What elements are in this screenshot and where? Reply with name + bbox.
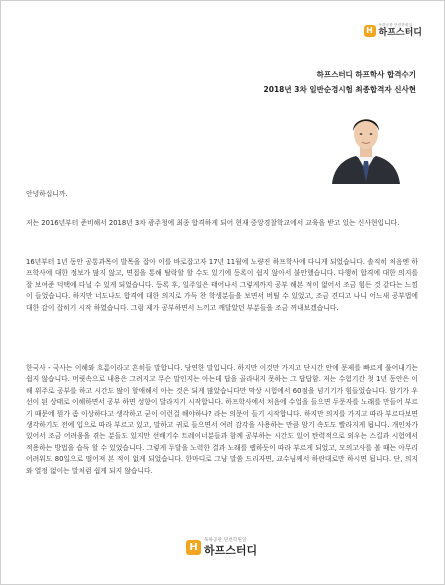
document-heading bbox=[264, 67, 416, 97]
brand-mark-icon: H bbox=[364, 25, 376, 37]
person-portrait-icon bbox=[320, 107, 413, 184]
paragraph-background: 16년부터 1년 동안 공통과목이 발목을 잡아 이를 바로잡고자 17년 11월에 노량진 하프학사에 다니게 되었습니다. 솔직히 처음엔 하프학사에 대한 정보가 많지 않고, 면접을 통해 탈락할 할 수도 있기에 등록이 쉽지 않아서 불안했습니다. 다행히 합격에 대한 의지를 잘 보여준 덕택에 다닐 수 있게 되었습니다. 등록 후, 일주일은 태어나서 그렇게까지 공부 해본 적이 없어서 조금 힘든 것 같다는 느낌이 들었습니다. 하지만 너도나도 합격에 대한 의지로 가득 찬 학생분들을 보면서 버틸 수 있었고, 조금 견디고 나니 어느새 공부법에 대한 감이 잡히기 시작 하였습니다. 그럼 제가 공부하면서 느끼고 깨달았던 부분들을 조금 꺼내보겠습니다. bbox=[26, 258, 418, 312]
paragraph-intro: 저는 2016년부터 준비해서 2018년 3차 광주청에 최종 합격하게 되어 현재 중앙경찰학교에서 교육을 받고 있는 신사현입니다. bbox=[26, 219, 400, 227]
brand-text bbox=[379, 24, 422, 38]
brand-logo-top[interactable] bbox=[364, 24, 422, 38]
brand-tagline: 독하공관 단련학원일 bbox=[204, 538, 247, 543]
greeting-text: 안녕하십니까. bbox=[26, 190, 68, 198]
brand-mark-icon: H bbox=[186, 540, 201, 555]
brand-name: 하프스터디 bbox=[378, 27, 422, 38]
heading-subtitle: 2018년 3차 일반순경시험 최종합격자 신사현 bbox=[263, 85, 416, 94]
brand-name: 하프스터디 bbox=[204, 543, 258, 557]
paragraph-korean-history: 한국사 - 국사는 이해와 흐름이라고 흔히들 말합니다. 당연한 말입니다. 하지만 이것만 가지고 단시간 안에 문제를 빠르게 풀어내기는 쉽지 않습니다. 머릿속으로 내용은 그려지고 무슨 말인지는 아는데 답을 골라내지 못하는 그 답답함. 저는 수험기간 첫 1년 동안은 이해 위주로 공부를 하고 시간도 많이 할애해서 아는 것은 되게 많았습니다만 막상 시험에서 60점을 넘기기가 힘들었습니다. 암기가 우선이 된 상태로 이해하면서 공부 하면 성향이 달라지기 시작합니다. 하프학사에서 처음에 수업을 들으면 두문자를 노래를 만들어 부르기 때문에 뭔가 좀 이상하다고 생각하고 굳이 이런걸 해야하나? 라는 의문이 들기 시작합니다. 하지만 의지를 가지고 따라 부르다보면 생각하기도 전에 입으로 따라 부르고 있고, 말하고 귀로 들으면서 여러 감각을 사용하는 만큼 암기 속도도 빨라지게 됩니다. 개인차가 있어서 조금 어려움을 겪는 분들도 있지만 선배기수 트레이너분들과 함께 공부하는 시간도 있어 탄력적으로 외우는 스킬과 시험에서 적용하는 방법을 습득 할 수 있었습니다. 그렇게 두달을 노력한 결과 노래를 랩하듯이 따라 부르게 되었고, 모의고사를 볼 때는 아무리 어려워도 80일으로 떨어져 본 적이 없게 되었습니다. 한마디로 그냥 말씀 드리자면, 교수님께서 하란대로만 하시면 됩니다. 단, 의지와 열정 없이는 말처럼 쉽게 되지 않습니다. bbox=[26, 364, 418, 475]
brand-text bbox=[204, 539, 257, 556]
heading-title: 하프스터디 하프학사 합격수기 bbox=[316, 70, 416, 79]
brand-logo-bottom[interactable] bbox=[186, 539, 257, 556]
brand-tagline: 독하공관 단련학원일 bbox=[378, 23, 413, 27]
